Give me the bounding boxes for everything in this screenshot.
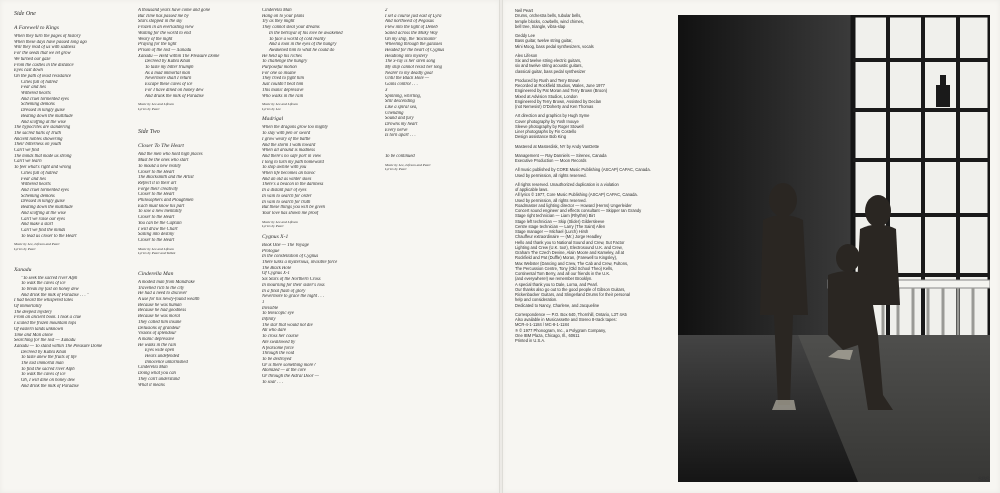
text-line: Hears undefended	[145, 354, 180, 360]
text-line: Because he was human	[138, 302, 182, 308]
text-line: And cruel tormented eyes	[21, 96, 69, 102]
text-line: There lurks a mysterious, invisible force	[262, 259, 338, 265]
text-line: Drums, orchestra bells, tubular bells,	[515, 13, 582, 19]
text-line: Graham The Czech Devine, Alain Moore and Kameley, all at	[515, 250, 625, 255]
text-line: A manic depressive	[138, 336, 175, 342]
text-line: And the storm I walk toward	[262, 142, 316, 148]
text-line: All rights reserved. Unauthorized duplication is a violation	[515, 181, 619, 187]
text-line: A fearsome force	[262, 345, 294, 351]
text-line: Frozen in an everlasting view	[138, 25, 194, 31]
text-line: When the dragons grow too mighty	[262, 125, 328, 131]
text-line: Withered hearts	[21, 91, 51, 97]
text-line: Headlong into mystery	[385, 53, 428, 59]
text-line: Weary of the night	[138, 36, 173, 42]
text-line: of applicable laws.	[515, 187, 549, 192]
text-line: My ship cannot resist her long	[385, 65, 442, 71]
text-line: Alex Lifeson	[515, 52, 538, 58]
text-line: In vain to search for order	[262, 193, 312, 199]
text-line: To soar . . .	[262, 379, 284, 385]
text-line: Scheming demons	[21, 102, 55, 108]
text-line: In a final flash of glory	[262, 288, 306, 294]
lyrics-column-1	[14, 8, 132, 488]
text-line: Chauffeur extraordinaire — (Mr.) Jorge Headley	[515, 234, 602, 240]
side-two-heading: Side Two	[138, 129, 160, 136]
text-line: Dressed in kingly guise	[21, 199, 65, 205]
text-line: Reflect it in their art	[138, 180, 177, 186]
text-line: To face a world of cold reality	[269, 36, 326, 42]
text-line: The star that would not die	[262, 322, 313, 328]
text-line: Eyes wide open	[145, 348, 175, 354]
text-line: Design assistance Bob King	[515, 134, 566, 140]
text-line: MCR-4-1-1184 / MC-8-1-1184	[515, 322, 569, 328]
text-line: Printed in U.S.A.	[515, 338, 546, 343]
text-line: Or through the Astral Door —	[262, 374, 319, 380]
cygnus-book-subtitle: Book One — The Voyage	[262, 242, 309, 248]
text-line: Your love has shown me proof	[262, 210, 319, 216]
text-line: Of Cygnus X-1	[262, 271, 290, 277]
text-line: Of eastern lands unknown	[14, 326, 64, 332]
text-line: Unending	[385, 110, 404, 116]
text-line: Recorded at Rockfield Studios, Wales, June 1977	[515, 83, 605, 88]
text-line: I had heard the whispered tales	[14, 298, 73, 304]
text-line: Correspondence — P.O. Box 640, Thornhill, Ontario, L3T 4A5	[515, 311, 627, 317]
lyrics-xanadu	[14, 276, 132, 390]
text-line: bell tree, triangle, vibra-slap	[515, 23, 566, 29]
text-line: I scaled the frozen mountain tops	[14, 321, 77, 327]
text-line: Flew into the light of Deneb	[385, 25, 438, 31]
credits-cygnus	[385, 163, 495, 172]
text-line: To cross her course	[262, 334, 299, 340]
text-line: Roadmaster and lighting director — Howard (Herns) Ungerleider	[515, 202, 632, 208]
text-line: (not Nemesis!) O'Doherty and Ken Thomas	[515, 104, 594, 109]
lyrics-cinderella-cont	[262, 8, 380, 99]
text-line: From an ancient book. I took a clue	[14, 315, 81, 321]
text-line: Like a spiral sea,	[385, 104, 418, 110]
text-line: Because he was moral	[138, 314, 181, 320]
text-line: In mourning for their sister's loss	[262, 282, 325, 288]
text-line: 2	[385, 8, 388, 13]
text-line: Neil Peart	[515, 8, 533, 13]
album-credits	[515, 8, 675, 486]
band-photo-illustration	[678, 15, 990, 482]
text-line: Dressed in kingly guise	[21, 108, 65, 114]
text-line: Engineered by Terry Brown, Assisted by Declan	[515, 98, 602, 104]
text-line: Dedicated to Nancy, Charlene, and Jacqueline	[515, 302, 600, 308]
credits-farewell	[14, 242, 132, 251]
text-line: For the seeds that we let grow	[14, 51, 71, 57]
text-line: Produced by Rush and Terry Brown	[515, 77, 580, 83]
band-photo	[678, 15, 990, 482]
text-line: To taste my bitter triumph	[145, 65, 194, 71]
text-line: A special thank you to Dale, Lorna, and Pearl.	[515, 281, 599, 287]
text-line: Liner photographs by Fin Costello	[515, 129, 577, 134]
text-line: Beating down the multitude	[21, 113, 73, 119]
text-line: Can't we learn	[14, 159, 42, 165]
text-line: He had a need to discover	[138, 291, 188, 297]
text-line: Eyes cast down	[14, 68, 43, 74]
text-line: Closer to the Heart	[138, 237, 175, 243]
credits-closer	[138, 247, 260, 256]
text-line: Max Webster (Dancing and Crew, The Cab and Crew, Fultons,	[515, 260, 629, 266]
song-credit: Lyrics by Peart and Talbot	[138, 251, 176, 256]
text-line: They cannot steal your dreams	[262, 25, 320, 31]
text-line: And the men who hold high places	[138, 152, 203, 158]
text-line: Can't we find the minds	[21, 227, 66, 233]
text-line: Escape these caves of ice	[145, 82, 193, 88]
text-line: Engineered by Pat Moran and Terry Brown (Broon)	[515, 88, 608, 94]
text-line: From the castles in the distance	[14, 62, 74, 68]
text-line: Decreed by Kubla Khan	[21, 349, 67, 355]
text-line: A modest man from Mandrake	[138, 279, 195, 285]
text-line: Travelled rich to the city	[138, 285, 185, 291]
text-line: Each must know his part	[138, 203, 185, 209]
lyrics-madrigal	[262, 125, 380, 216]
text-line: Can't we raise our eyes	[21, 216, 65, 222]
text-line: Just couldn't beat him	[262, 82, 304, 88]
text-line: The hypocrites are slandering	[14, 125, 71, 131]
text-line: This manic depressive	[262, 87, 304, 93]
text-line: I long to turn my path homeward	[262, 159, 324, 165]
song-credit: Music by Lee, Lifeson and Peart	[385, 162, 431, 167]
text-line: Innocence untarnished	[145, 359, 188, 365]
text-line: Of immortality	[14, 304, 42, 310]
text-line: Visions of splendour	[138, 331, 177, 337]
song-credit: Music by Lee and Lifeson	[138, 246, 174, 251]
song-credit: Lyrics by Peart	[385, 167, 407, 172]
text-line: All who dare	[262, 328, 287, 334]
text-line: And drunk the milk of Paradise	[145, 93, 204, 99]
text-line: Stage manager — Michael (Lurch) Hirsh	[515, 229, 589, 234]
text-line: Rockfield and Pat (Duffle) Moran, (Farewell to Kingsley),	[515, 255, 618, 261]
text-line: temple blocks, cowbells, wind chimes,	[515, 18, 584, 24]
text-line: To stop awhile with you	[262, 165, 307, 171]
song-credit: Music by Lee and Lifeson	[138, 102, 174, 107]
text-line: Can't we find	[14, 148, 39, 154]
text-line: To lead us closer to the Heart	[21, 233, 77, 239]
to-be-continued: To be continued	[385, 154, 415, 160]
text-line: Will they read of us with sadness	[14, 45, 76, 51]
text-line: Stage left technician — Skip (Slider) Gildersleeve	[515, 218, 605, 224]
credits-cinderella	[262, 102, 380, 111]
text-line: Our thanks also go out to the good people of Gibson Guitars,	[515, 286, 626, 292]
text-line: Fear and lies	[21, 85, 46, 91]
text-line: Ancient nobles showering	[14, 136, 63, 142]
text-line: Nevermore shall I return	[145, 76, 192, 82]
text-line: To mould a new reality	[138, 163, 181, 169]
text-line: Concert sound engineer and effects consultant — Skipper Ian Grandy	[515, 208, 642, 213]
text-line: And scoffing at the wise	[21, 119, 66, 125]
text-line: Scheming demons	[21, 193, 55, 199]
text-line: Closer to the Heart	[138, 169, 175, 175]
text-line: To telescopic eye	[262, 311, 294, 317]
text-line: Are swallowed by	[262, 339, 296, 345]
song-title-cygnus: Cygnus X-1	[262, 233, 289, 240]
song-title-farewell: A Farewell to Kings	[14, 25, 59, 31]
text-line: Cities full of hatred	[21, 170, 58, 176]
text-line: Hello and thank you to National Sound and Crew, Sut Factor	[515, 239, 625, 245]
text-line: Geddy Lee	[515, 33, 536, 38]
text-line: 1	[262, 299, 265, 305]
text-line: Headed for the heart of Cygnus	[385, 47, 445, 53]
text-line: To feel what's right and wrong	[14, 165, 72, 171]
text-line: Praying for the light	[138, 42, 177, 48]
cygnus-prologue-label: Prologue	[262, 248, 280, 254]
text-line: Delusions of grandeur	[138, 325, 181, 331]
text-line: In the constellation of Cygnus	[262, 254, 319, 260]
text-line: You can be the Captain	[138, 220, 182, 226]
text-line: Art direction and graphics by Hugh Syme	[515, 113, 590, 119]
text-line: Forge their creativity	[138, 186, 179, 192]
text-line: He walks in the rain	[138, 342, 177, 348]
text-line: In vain to search for truth	[262, 199, 311, 205]
text-line: To find the sacred river Alph	[21, 366, 75, 372]
song-credit: Music by Lee and Lifeson	[262, 102, 298, 107]
text-line: Cover photography by Yosh Inouye	[515, 118, 579, 124]
text-line: Sailed across the Milky Way	[385, 30, 438, 36]
text-line: ℗ © 1977 Phonogram, Inc., a Polygram Company,	[515, 327, 607, 333]
text-line: Nevermore to grace the night . . .	[262, 294, 325, 300]
text-line: Stage right technician — Liam (Rhythm) Birt	[515, 213, 595, 219]
text-line: When all around is madness	[262, 148, 315, 154]
center-fold	[499, 0, 503, 493]
text-line: And there's no safe port in view	[262, 153, 322, 159]
text-line: Sound and fury	[385, 116, 414, 122]
text-line: Continental Tom Berry, and all our friends in the U.K.	[515, 271, 611, 276]
song-credit: Lyrics by Peart	[262, 224, 284, 229]
text-line: For one so insane	[262, 70, 296, 76]
text-line: Decreed by Kubla Khan	[145, 59, 191, 65]
text-line: To break my fast on honey dew	[21, 286, 79, 292]
text-line: To taste anew the fruits of life	[21, 355, 77, 361]
text-line: Try as they might	[262, 19, 295, 25]
text-line: For I have dined on honey dew	[145, 87, 204, 93]
side-one-heading: Side One	[14, 11, 36, 17]
text-line: But Time has passed me by	[138, 13, 189, 19]
text-line: When they turn the pages of history	[14, 34, 81, 39]
lyrics-column-4	[385, 8, 495, 488]
text-line: Hang on to your plans	[262, 13, 305, 19]
text-line: A use for his newly-found wealth	[138, 296, 200, 302]
text-line: Centre stage technician — Larry (The Saint) Allen	[515, 223, 606, 229]
text-line: I set a course just east of Lyra	[385, 13, 442, 19]
text-line: When these days have passed long ago	[14, 39, 87, 45]
text-line: And cruel tormented eyes	[21, 187, 69, 193]
text-line: Rickenbacker Guitars, and Slingerland Drums for their personal	[515, 292, 630, 297]
song-credit: Music by Lee, Lifeson and Peart	[14, 242, 60, 247]
song-title-madrigal: Madrigal	[262, 116, 284, 123]
song-credit: Music by Lee and Lifeson	[262, 219, 298, 224]
text-line: Sailing into destiny	[138, 232, 175, 238]
lyrics-cygnus-cont	[385, 8, 495, 139]
text-line: "To seek the sacred river Alph	[21, 275, 78, 281]
text-line: The deepest mystery	[14, 309, 53, 315]
text-line: Atomized — at the core	[262, 368, 306, 374]
song-credit: Lyrics by Peart	[138, 106, 160, 111]
text-line: Doing what you can	[138, 371, 176, 377]
text-line: As a mad immortal man	[145, 70, 191, 76]
lyrics-xanadu-cont	[138, 8, 260, 99]
lyrics-cygnus	[262, 254, 380, 385]
text-line: 3	[385, 87, 388, 93]
text-line: Beating down the multitude	[21, 205, 73, 211]
text-line: Because he had goodness	[138, 308, 187, 314]
text-line: (and everywhere!) we remember Brooklyn.	[515, 276, 593, 282]
credits-madrigal	[262, 220, 380, 229]
text-line: One IBM Plaza, Chicago, Ill., 60611	[515, 332, 580, 338]
text-line: Still descending	[385, 99, 415, 105]
text-line: The last immortal man	[21, 361, 64, 367]
text-line: Closer to the Heart	[138, 192, 175, 198]
text-line: Stars stopped in the sky	[138, 19, 183, 25]
text-line: I grow weary of the battle	[262, 136, 311, 142]
text-line: To challenge the hungry	[262, 59, 308, 65]
text-line: To walk the caves of ice	[21, 372, 66, 378]
text-line: Nearer to my deadly goal	[385, 70, 433, 76]
label-logo: SBS	[978, 477, 990, 483]
text-line: Management — Ray Danniels — Sirenex, Canada	[515, 152, 607, 158]
text-line: The Percussion Centre, Tony (Old School Theo) Kells,	[515, 265, 614, 271]
text-line: Sleeve photography by Roger Stowell	[515, 123, 584, 129]
song-title-cinderella: Cinderella Man	[138, 270, 174, 277]
text-line: Until the Black Hole —	[385, 76, 430, 82]
text-line: Also available in Musicassette and Stereo 8-track tapes:	[515, 317, 617, 322]
text-line: Gains control . . .	[385, 82, 418, 88]
text-line: Cinderella Man	[138, 365, 168, 371]
text-line: classical guitar, bass pedal synthesizer	[515, 68, 586, 74]
text-line: The Blacksmith and the Artist	[138, 175, 194, 181]
text-line: A thousand years have come and gone	[138, 8, 211, 13]
text-line: And northwest of Pegasus	[385, 19, 434, 25]
text-line: There's a beacon in the darkness	[262, 182, 324, 188]
text-line: And scoffing at the wise	[21, 210, 66, 216]
text-line: What it means	[138, 382, 165, 388]
text-line: In a distant pair of eyes	[262, 188, 307, 194]
text-line: And a look in the eyes of the hungry	[269, 42, 337, 48]
text-line: And drink the milk of Paradise . . . "	[21, 292, 89, 298]
text-line: We turned our gaze	[14, 56, 51, 62]
text-line: Mini Moog, bass pedal synthesizers, vocals	[515, 43, 594, 49]
text-line: When life becomes an havoc	[262, 171, 316, 177]
text-line: Is torn apart . . .	[385, 133, 416, 139]
text-line: They tried to fight him	[262, 76, 304, 82]
text-line: The Black Hole	[262, 265, 292, 271]
text-line: And make a start	[21, 222, 53, 228]
text-line: Withered hearts	[21, 182, 51, 188]
text-line: Drowns my heart	[385, 122, 418, 128]
text-line: The x-ray is her siren song	[385, 59, 436, 65]
text-line: six and twelve string acoustic guitars,	[515, 63, 583, 69]
text-line: Time and Man alone	[14, 332, 53, 338]
text-line: Invisible	[262, 305, 279, 311]
text-line: To walk the caves of ice	[21, 281, 66, 287]
text-line: On my ship, the 'Rocinante'	[385, 36, 437, 42]
text-line: Their bitterness on youth	[14, 142, 62, 148]
song-credit: Lyrics by Peart	[14, 246, 36, 251]
text-line: Six and twelve string electric guitars,	[515, 58, 582, 63]
text-line: Used by permission, all rights reserved.	[515, 172, 587, 178]
text-line: All music published by CORE Music Publishing (ASCAP) CAPAC, Canada.	[515, 167, 651, 173]
lyrics-farewell	[14, 34, 132, 239]
text-line: Closer to the Heart	[138, 215, 175, 221]
text-line: Fear and lies	[21, 176, 46, 182]
text-line: On the path of least resistance	[14, 73, 71, 79]
text-line: They can't understand	[138, 376, 180, 382]
lyrics-column-2	[138, 8, 260, 488]
text-line: Prison of the lost — Xanadu	[138, 47, 192, 53]
text-line: To sow a new mentality	[138, 209, 182, 215]
credits-xanadu	[138, 102, 260, 111]
text-line: Who walks in the rain	[262, 93, 304, 99]
text-line: Executive Production — Moon Records	[515, 158, 587, 163]
text-line: Every nerve	[385, 127, 408, 133]
text-line: He held up his riches	[262, 53, 302, 59]
text-line: Must be the ones who start	[138, 158, 189, 164]
text-line: Purposeful motion	[262, 65, 297, 71]
text-line: And drink the milk of Paradise	[21, 383, 79, 389]
text-line: Waiting for the world to end	[138, 30, 191, 36]
song-credit: Lyrics by Lee	[262, 106, 281, 111]
text-line: To slay with pen or sword	[262, 131, 311, 137]
text-line: help and consideration.	[515, 297, 558, 303]
text-line: Six Stars of the Northern Cross	[262, 277, 321, 283]
text-line: Oh, I will dine on honey dew	[21, 378, 76, 384]
text-line: Used by permission, all rights reserved.	[515, 197, 587, 203]
song-title-xanadu: Xanadu	[14, 266, 32, 273]
text-line: Infinity	[262, 317, 276, 323]
text-line: To be destroyed	[262, 356, 292, 362]
text-line: Searching for the lost — Xanadu	[14, 338, 76, 344]
text-line: Spinning, whirling,	[385, 93, 422, 99]
text-line: In the betrayal of his love he awakened	[269, 30, 343, 36]
text-line: The minds that made us strong	[14, 153, 72, 159]
text-line: Mastered at Masterdisk, NY by Andy VanDette	[515, 143, 600, 149]
text-line: Wheeling through the galaxies	[385, 42, 443, 48]
text-line: The sacred halls of Truth	[14, 130, 61, 136]
text-line: Lighting and Crew (U.K. too!), Electrosound U.K. and Crew,	[515, 244, 623, 250]
text-line: They called him insane	[138, 319, 182, 325]
text-line: Cinderella Man	[262, 8, 292, 13]
lyrics-column-3	[262, 8, 380, 488]
text-line: All lyrics © 1977, Core Music Publishing (ASCAP) CAPAC, Canada.	[515, 192, 638, 198]
text-line: Xanadu — Held within The Pleasure Dome	[138, 53, 220, 59]
text-line: Cities full of hatred	[21, 79, 58, 85]
lyrics-cinderella	[138, 280, 260, 388]
text-line: Through the void	[262, 351, 295, 357]
text-line: But these things you will be given	[262, 205, 326, 211]
lyrics-closer	[138, 152, 260, 243]
text-line: Xanadu — To stand within The Pleasure Dome	[14, 343, 103, 349]
text-line: I will draw the Chart	[138, 226, 178, 232]
text-line: Mixed at Advision Studios, London	[515, 93, 578, 99]
text-line: Philosophers and Ploughmen	[138, 198, 194, 204]
text-line: Awakened him to what he could do	[269, 47, 335, 53]
song-title-closer: Closer To The Heart	[138, 143, 184, 150]
text-line: And an old as winter skies	[262, 176, 312, 182]
text-line: Bass guitar, twelve string guitar,	[515, 38, 573, 44]
text-line: Or is there something more?	[262, 362, 316, 368]
